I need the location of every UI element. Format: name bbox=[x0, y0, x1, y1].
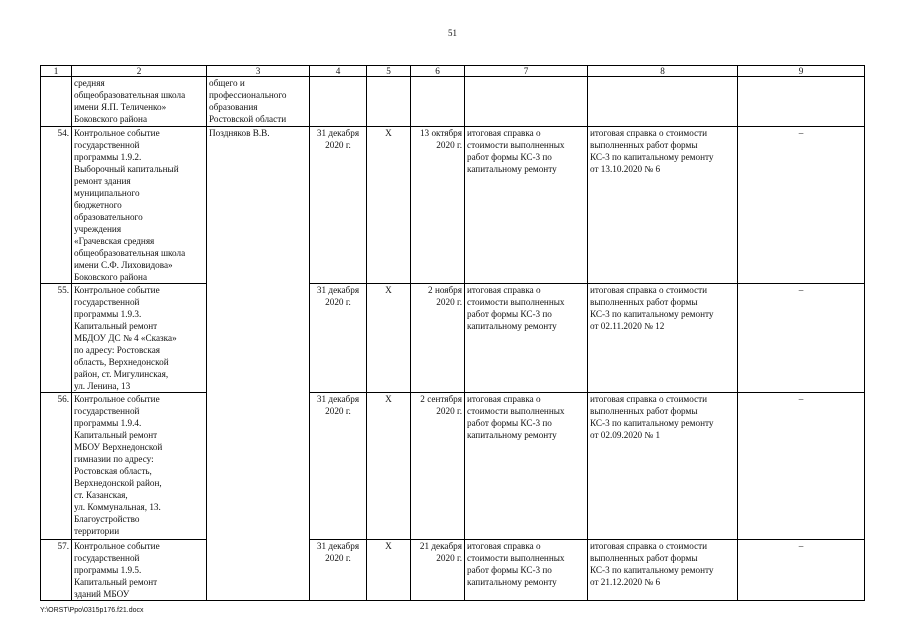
header-cell: 9 bbox=[738, 66, 865, 77]
event-cell: Контрольное событие государственной программы 1.9.5. Капитальный ремонт зданий МБОУ bbox=[72, 540, 207, 601]
fact-date-cell: 13 октября 2020 г. bbox=[411, 127, 465, 284]
document-fact-cell: итоговая справка о стоимости выполненных работ формы КС-3 по капитальному ремонту от 02.09.2020 № 1 bbox=[588, 393, 738, 540]
note-cell: – bbox=[738, 284, 865, 393]
header-cell: 1 bbox=[41, 66, 72, 77]
mark-cell: Х bbox=[367, 284, 411, 393]
row-number: 56. bbox=[41, 393, 72, 540]
event-cell: Контрольное событие государственной программы 1.9.4. Капитальный ремонт МБОУ Верхнедонской гимназии по адресу: Ростовская область, Верхнедонской район, ст. Казанская, ул. Коммунальная, 13. Благоустройство территории bbox=[72, 393, 207, 540]
event-cell: Контрольное событие государственной программы 1.9.2. Выборочный капитальный ремонт здания муниципального бюджетного образовательного учреждения «Грачевская средняя общеобразовательная школа имени С.Ф. Лиховидова» Боковского района bbox=[72, 127, 207, 284]
header-cell: 3 bbox=[207, 66, 310, 77]
header-cell: 8 bbox=[588, 66, 738, 77]
table-row bbox=[41, 284, 865, 393]
mark-cell: Х bbox=[367, 540, 411, 601]
header-cell: 4 bbox=[310, 66, 367, 77]
note-cell: – bbox=[738, 393, 865, 540]
event-cell: Контрольное событие государственной программы 1.9.3. Капитальный ремонт МБДОУ ДС № 4 «Сказка» по адресу: Ростовская область, Верхнедонской район, ст. Мигулинская, ул. Ленина, 13 bbox=[72, 284, 207, 393]
header-cell: 2 bbox=[72, 66, 207, 77]
plan-date-cell: 31 декабря 2020 г. bbox=[310, 393, 367, 540]
executor-cell: общего и профессионального образования Ростовской области bbox=[207, 77, 310, 127]
header-cell: 7 bbox=[465, 66, 588, 77]
fact-date-cell: 2 сентября 2020 г. bbox=[411, 393, 465, 540]
table-row bbox=[41, 540, 865, 601]
row-number: 54. bbox=[41, 127, 72, 284]
document-cell: итоговая справка о стоимости выполненных работ формы КС-3 по капитальному ремонту bbox=[465, 127, 588, 284]
document-fact-cell: итоговая справка о стоимости выполненных работ формы КС-3 по капитальному ремонту от 02.11.2020 № 12 bbox=[588, 284, 738, 393]
document-fact-cell: итоговая справка о стоимости выполненных работ формы КС-3 по капитальному ремонту от 21.12.2020 № 6 bbox=[588, 540, 738, 601]
mark-cell: Х bbox=[367, 127, 411, 284]
document-cell: итоговая справка о стоимости выполненных работ формы КС-3 по капитальному ремонту bbox=[465, 540, 588, 601]
table-row bbox=[41, 393, 865, 540]
file-path-footer: Y:\ORST\Ppo\0315p176.f21.docx bbox=[40, 607, 144, 614]
plan-date-cell: 31 декабря 2020 г. bbox=[310, 127, 367, 284]
row-number: 55. bbox=[41, 284, 72, 393]
mark-cell: Х bbox=[367, 393, 411, 540]
note-cell: – bbox=[738, 127, 865, 284]
fact-date-cell: 21 декабря 2020 г. bbox=[411, 540, 465, 601]
document-cell: итоговая справка о стоимости выполненных работ формы КС-3 по капитальному ремонту bbox=[465, 284, 588, 393]
plan-date-cell: 31 декабря 2020 г. bbox=[310, 284, 367, 393]
event-cell: средняя общеобразовательная школа имени Я.П. Теличенко» Боковского района bbox=[72, 77, 207, 127]
document-fact-cell: итоговая справка о стоимости выполненных работ формы КС-3 по капитальному ремонту от 13.10.2020 № 6 bbox=[588, 127, 738, 284]
responsible-cell: Поздняков В.В. bbox=[207, 127, 310, 601]
header-row bbox=[41, 66, 865, 77]
header-cell: 6 bbox=[411, 66, 465, 77]
page-number: 51 bbox=[448, 28, 457, 38]
table-row bbox=[41, 77, 865, 127]
row-number: 57. bbox=[41, 540, 72, 601]
table-row bbox=[41, 127, 865, 284]
fact-date-cell: 2 ноября 2020 г. bbox=[411, 284, 465, 393]
header-cell: 5 bbox=[367, 66, 411, 77]
note-cell: – bbox=[738, 540, 865, 601]
plan-date-cell: 31 декабря 2020 г. bbox=[310, 540, 367, 601]
report-table bbox=[40, 65, 865, 601]
document-cell: итоговая справка о стоимости выполненных работ формы КС-3 по капитальному ремонту bbox=[465, 393, 588, 540]
